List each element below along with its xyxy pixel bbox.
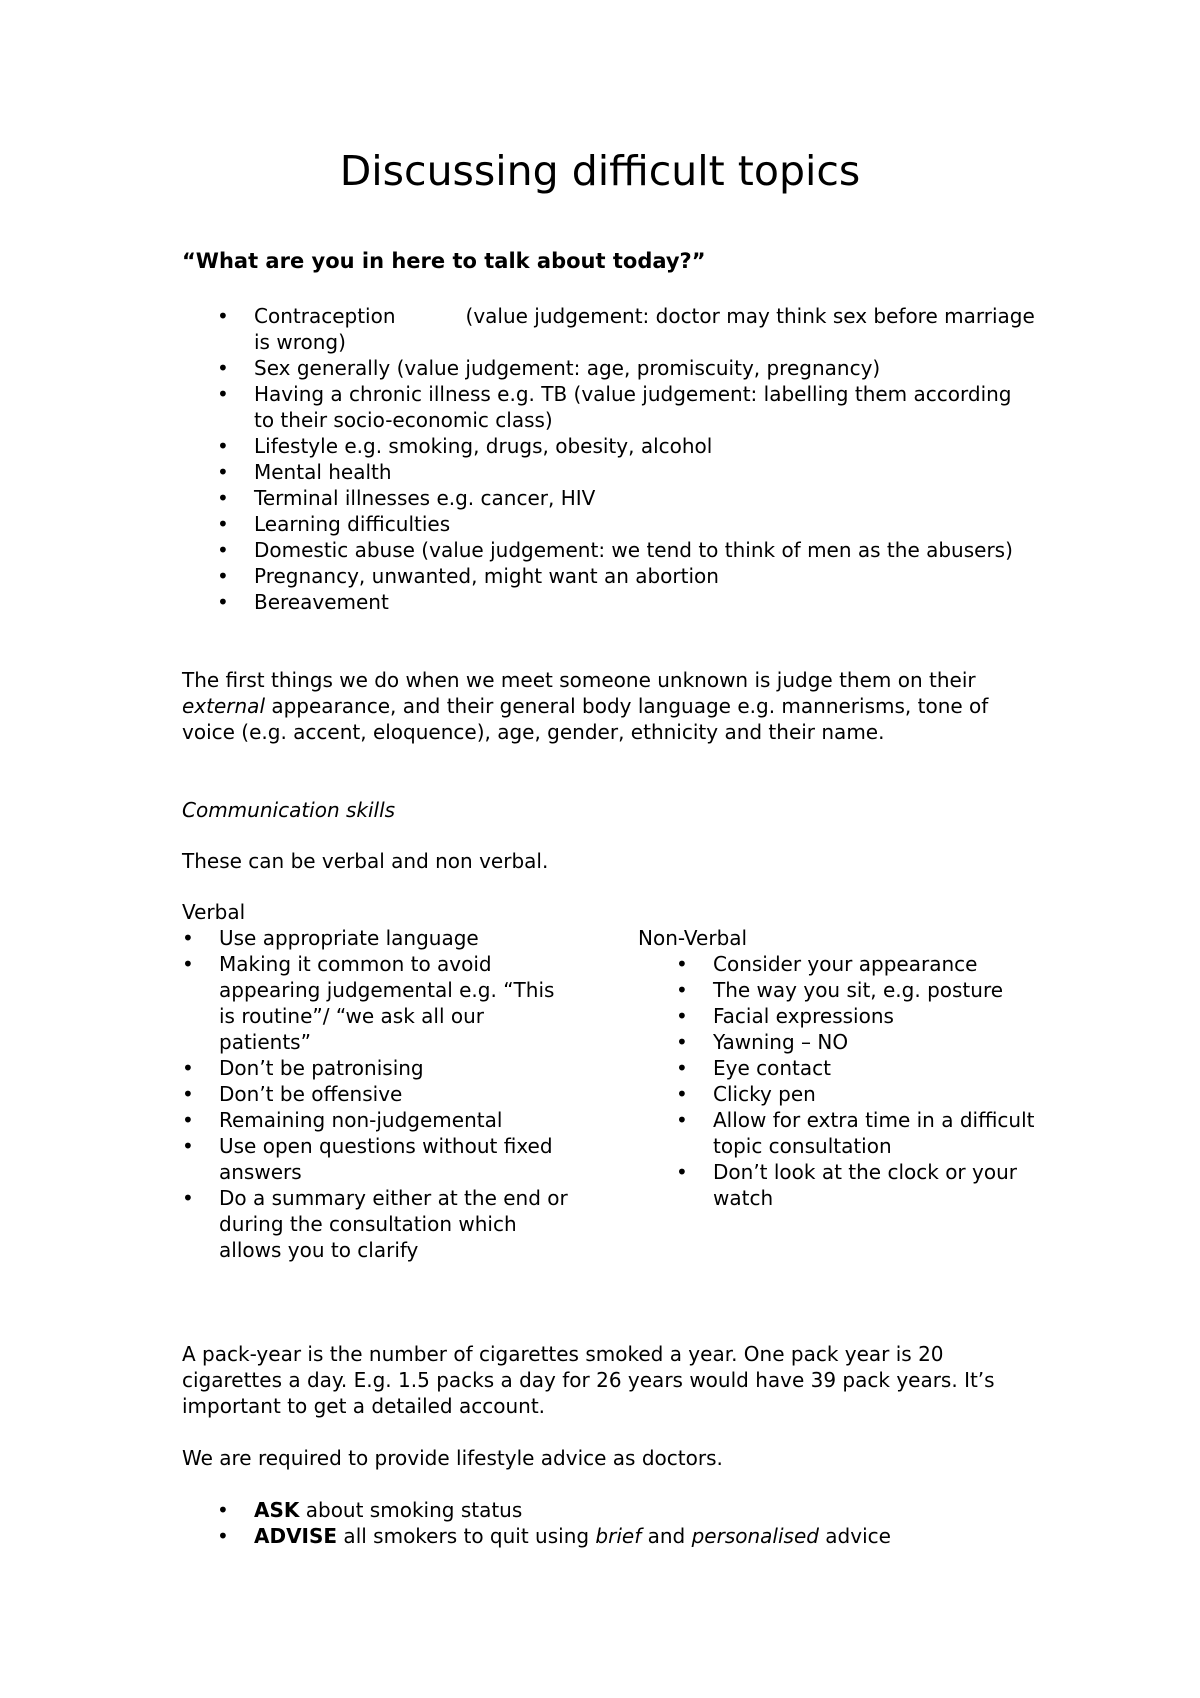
list-item: • Pregnancy, unwanted, might want an abortion — [217, 563, 1037, 589]
topic-text: Contraception — [254, 304, 396, 328]
list-item: • Clicky pen — [676, 1081, 1038, 1107]
list-item: • Making it common to avoid appearing judgemental e.g. “This is routine”/ “we ask all our patients” — [182, 951, 572, 1055]
nonverbal-column — [638, 925, 1038, 1211]
list-item: • Facial expressions — [676, 1003, 1038, 1029]
list-item: • The way you sit, e.g. posture — [676, 977, 1038, 1003]
list-item: • Do a summary either at the end or during the consultation which allows you to clarify — [182, 1185, 572, 1263]
list-item: • Use appropriate language — [182, 925, 572, 951]
list-item: • ASK about smoking status — [217, 1497, 1037, 1523]
pack-year-paragraph: A pack-year is the number of cigarettes smoked a year. One pack year is 20 cigarettes a day. E.g. 1.5 packs a day for 26 years would have 39 pack years. It’s important to get a detailed account. — [182, 1342, 995, 1418]
list-item: • Remaining non-judgemental — [182, 1107, 572, 1133]
list-item: • Lifestyle e.g. smoking, drugs, obesity, alcohol — [217, 433, 1037, 459]
list-item: • Don’t be offensive — [182, 1081, 572, 1107]
verbal-heading: Verbal — [182, 900, 246, 924]
verbal-list — [182, 925, 572, 1263]
list-item: • Domestic abuse (value judgement: we tend to think of men as the abusers) — [217, 537, 1037, 563]
communication-skills-heading: Communication skills — [182, 798, 396, 822]
list-item: • Use open questions without fixed answers — [182, 1133, 572, 1185]
topics-list — [217, 303, 1037, 615]
nonverbal-heading: Non-Verbal — [638, 926, 748, 950]
lifestyle-paragraph: We are required to provide lifestyle advice as doctors. — [182, 1446, 723, 1470]
judgement-paragraph: The first things we do when we meet someone unknown is judge them on their external appearance, and their general body language e.g. mannerisms, tone of voice (e.g. accent, eloquence), age, gender, ethnicity and their name. — [182, 668, 989, 744]
list-item: • Eye contact — [676, 1055, 1038, 1081]
question-heading: “What are you in here to talk about today?” — [182, 249, 706, 273]
nonverbal-list — [676, 951, 1038, 1211]
list-item: • Consider your appearance — [676, 951, 1038, 977]
list-item: • Bereavement — [217, 589, 1037, 615]
list-item — [217, 303, 1037, 355]
list-item: • ADVISE all smokers to quit using brief and personalised advice — [217, 1523, 1037, 1549]
list-item: • Don’t be patronising — [182, 1055, 572, 1081]
communication-intro: These can be verbal and non verbal. — [182, 849, 549, 873]
page-title: Discussing difficult topics — [339, 147, 861, 195]
list-item: • Don’t look at the clock or your watch — [676, 1159, 1038, 1211]
list-item: • Learning difficulties — [217, 511, 1037, 537]
advice-list — [217, 1497, 1037, 1549]
topic-note: (value judgement: doctor may think sex before marriage is wrong) — [254, 304, 1035, 354]
list-item: • Allow for extra time in a difficult topic consultation — [676, 1107, 1038, 1159]
list-item: • Yawning – NO — [676, 1029, 1038, 1055]
list-item: • Terminal illnesses e.g. cancer, HIV — [217, 485, 1037, 511]
list-item: • Sex generally (value judgement: age, promiscuity, pregnancy) — [217, 355, 1037, 381]
verbal-column — [182, 899, 572, 1263]
list-item: • Having a chronic illness e.g. TB (value judgement: labelling them according to their socio-economic class) — [217, 381, 1037, 433]
list-item: • Mental health — [217, 459, 1037, 485]
